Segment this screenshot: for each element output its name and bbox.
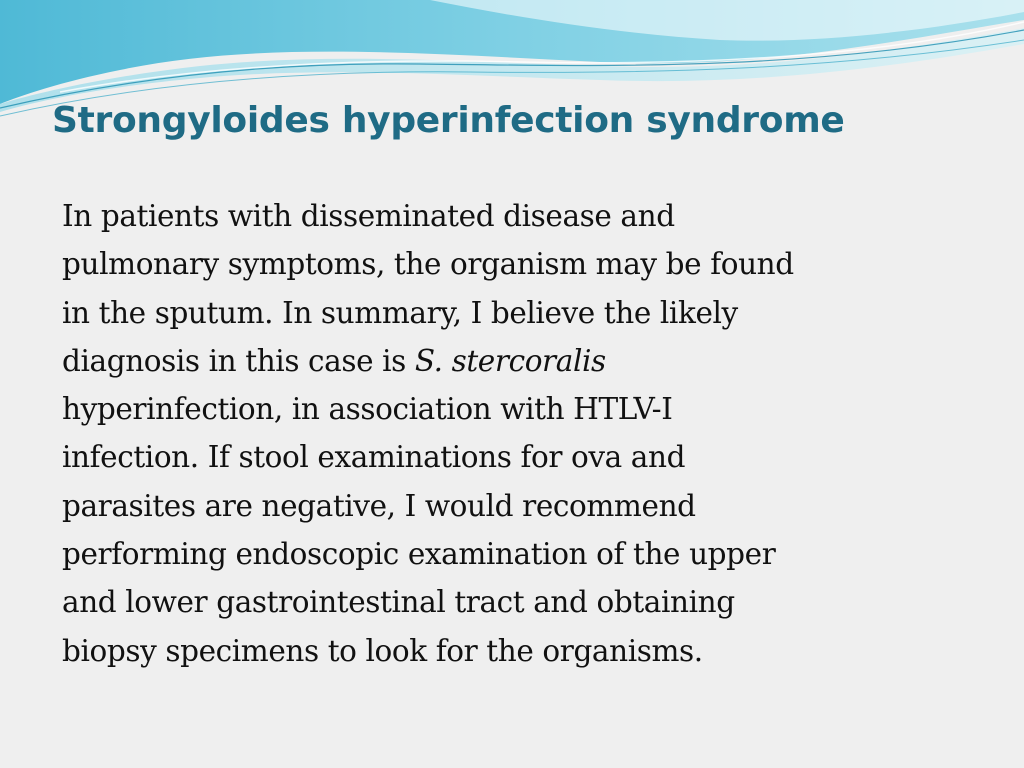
body-line: performing endoscopic examination of the upper: [62, 537, 776, 572]
species-name-italic: S. stercoralis: [414, 343, 606, 378]
body-line: and lower gastrointestinal tract and obtaining: [62, 585, 735, 620]
slide-title: Strongyloides hyperinfection syndrome: [52, 100, 845, 141]
body-line: in the sputum. In summary, I believe the likely: [62, 295, 738, 330]
body-line: In patients with disseminated disease and: [62, 199, 675, 233]
slide-body-text: [62, 192, 962, 675]
body-line: biopsy specimens to look for the organisms.: [62, 633, 703, 668]
body-line: hyperinfection, in association with HTLV-I: [62, 392, 673, 427]
body-line: diagnosis in this case is S. stercoralis: [62, 343, 606, 378]
body-line: pulmonary symptoms, the organism may be found: [62, 247, 794, 282]
body-line: infection. If stool examinations for ova and: [62, 440, 686, 475]
body-line: parasites are negative, I would recommend: [62, 488, 696, 523]
